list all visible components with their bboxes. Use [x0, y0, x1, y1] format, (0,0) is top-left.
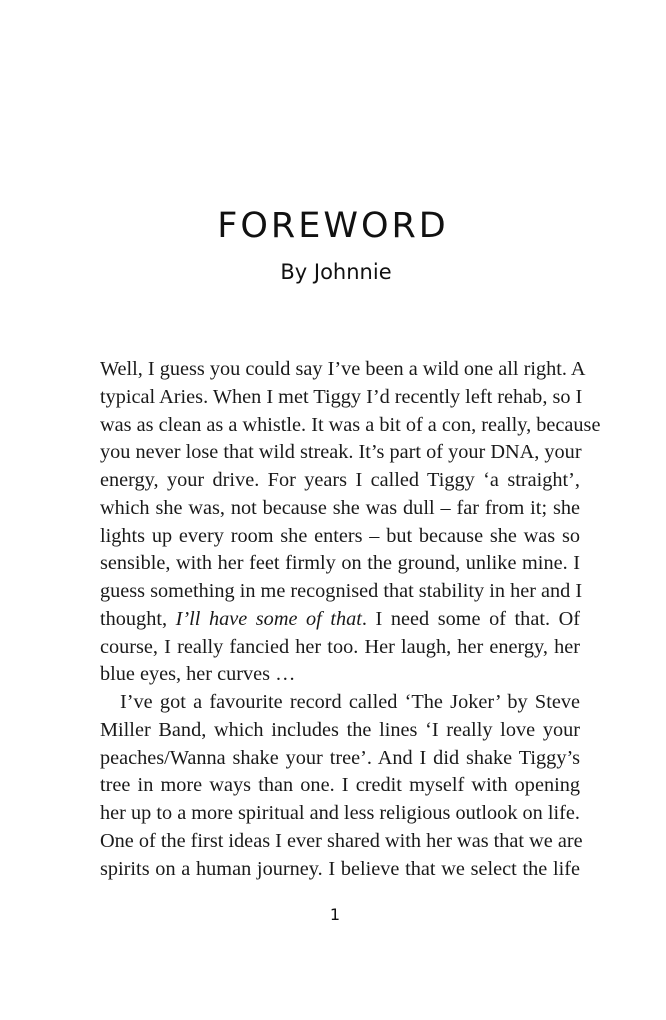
italic-emphasis: I’ll have some of that	[175, 607, 362, 630]
text-line: was as clean as a whistle. It was a bit of a con, really, because	[100, 413, 601, 436]
text-line: One of the first ideas I ever shared with her was that we are	[100, 829, 583, 852]
text-line: typical Aries. When I met Tiggy I’d recently left rehab, so I	[100, 385, 583, 408]
chapter-byline: By Johnnie	[280, 260, 392, 284]
text-line: which she was, not because she was dull – far from it; she	[100, 496, 580, 519]
text-line: energy, your drive. For years I called Tiggy ‘a straight’,	[100, 469, 580, 491]
text-line: lights up every room she enters – but because she was so	[100, 524, 580, 547]
text-line: blue eyes, her curves …	[100, 663, 296, 686]
page-number: 1	[329, 905, 341, 924]
text-line: course, I really fancied her too. Her laugh, her energy, her	[100, 635, 580, 658]
text-line: I’ve got a favourite record called ‘The Joker’ by Steve	[120, 691, 580, 713]
text-line: spirits on a human journey. I believe that we select the life	[100, 857, 580, 880]
text-line-with-italic	[100, 606, 580, 634]
foreword-body	[100, 356, 601, 883]
text-line: sensible, with her feet firmly on the ground, unlike mine. I	[100, 552, 580, 575]
text-line: peaches/Wanna shake your tree’. And I did shake Tiggy’s	[100, 746, 580, 769]
chapter-title: FOREWORD	[217, 206, 449, 246]
paragraph-2	[100, 689, 583, 883]
text-line: you never lose that wild streak. It’s part of your DNA, your	[100, 441, 582, 464]
text-line: Well, I guess you could say I’ve been a wild one all right. A	[100, 358, 586, 380]
text-fragment: thought,	[100, 607, 176, 630]
text-fragment: . I need some of that. Of	[361, 607, 580, 630]
text-line: guess something in me recognised that stability in her and I	[100, 580, 583, 602]
paragraph-1	[100, 356, 601, 689]
text-line: tree in more ways than one. I credit myself with opening	[100, 774, 580, 797]
text-line: her up to a more spiritual and less religious outlook on life.	[100, 802, 580, 824]
text-line: Miller Band, which includes the lines ‘I really love your	[100, 718, 580, 741]
